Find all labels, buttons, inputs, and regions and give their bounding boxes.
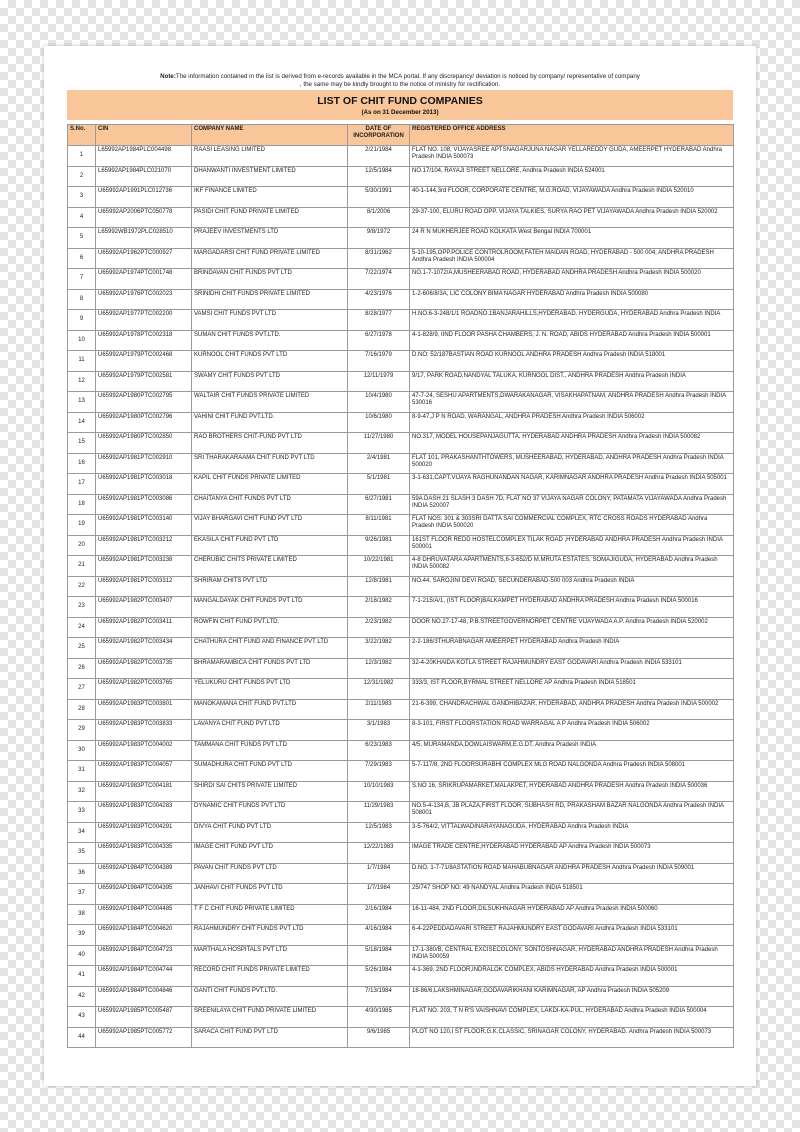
cell-cin: U65992AP1985PTC005772 (96, 1027, 192, 1048)
cell-date-of-incorporation: 4/23/1976 (348, 289, 410, 310)
cell-cin: U65992AP1962PTC000927 (96, 248, 192, 269)
table-row (68, 330, 734, 351)
cell-registered-office-address: 6-4-22PEDDADAVARI STREET RAJAHMUNDRY EAST GODAVARI Andhra Pradesh INDIA 533101 (410, 925, 734, 946)
cell-registered-office-address: 2-2-186/3THURABNAGAR AMEERPET HYDERABAD Andhra Pradesh INDIA (410, 638, 734, 659)
cell-date-of-incorporation: 10/6/1980 (348, 412, 410, 433)
cell-date-of-incorporation: 7/16/1979 (348, 351, 410, 372)
cell-sno: 39 (68, 925, 96, 946)
cell-registered-office-address: S.NO 16, SRIKRUPAMARKET,MALAKPET, HYDERABAD ANDHRA PRADESH Andhra Pradesh INDIA 500036 (410, 781, 734, 802)
cell-registered-office-address: 7-1-215/A/1, (IST FLOOR)BALKAMPET HYDERABAD ANDHRA PRADESH Andhra Pradesh INDIA 500016 (410, 597, 734, 618)
cell-sno: 9 (68, 310, 96, 331)
cell-company-name: KAPIL CHIT FUNDS PRIVATE LIMITED (192, 474, 348, 495)
cell-date-of-incorporation: 3/22/1982 (348, 638, 410, 659)
cell-cin: L65992WB1972PLC028510 (96, 228, 192, 249)
cell-date-of-incorporation: 12/5/1984 (348, 166, 410, 187)
cell-sno: 1 (68, 146, 96, 167)
cell-date-of-incorporation: 6/27/1978 (348, 330, 410, 351)
chit-fund-table (67, 124, 734, 1048)
table-row (68, 474, 734, 495)
cell-registered-office-address: 4/5, MURAMANDA,DOWLAISWARM,E.G.DT. Andhra Pradesh INDIA (410, 740, 734, 761)
cell-company-name: ROWFIN CHIT FUND PVT.LTD. (192, 617, 348, 638)
cell-cin: U65992AP1980PTC002850 (96, 433, 192, 454)
cell-company-name: PAVAN CHIT FUNDS PVT LTD (192, 863, 348, 884)
cell-company-name: PRAJEEV INVESTMENTS LTD (192, 228, 348, 249)
cell-cin: U65992AP1983PTC004002 (96, 740, 192, 761)
cell-registered-office-address: 29-37-100, ELURU ROAD OPP. VIJAYA TALKIES, SURYA RAO PET VIJAYAWADA Andhra Pradesh INDIA 520002 (410, 207, 734, 228)
cell-cin: U65992AP1981PTC003018 (96, 474, 192, 495)
cell-cin: L65992AP1984PLC004498 (96, 146, 192, 167)
cell-sno: 14 (68, 412, 96, 433)
cell-sno: 10 (68, 330, 96, 351)
table-row (68, 904, 734, 925)
cell-registered-office-address: 17-1-380/B, CENTRAL EXCISECOLONY, SONTOSHNAGAR, HYDERABAD ANDHRA PRADESH Andhra Pradesh INDIA 500059 (410, 945, 734, 966)
cell-sno: 37 (68, 884, 96, 905)
cell-company-name: SREENILAYA CHIT FUND PRIVATE LIMITED (192, 1007, 348, 1028)
cell-registered-office-address: PLOT NO 120,I ST FLOOR,G.K.CLASSIC, SRINAGAR COLONY, HYDERABAD. Andhra Pradesh INDIA 500073 (410, 1027, 734, 1048)
cell-company-name: SHIRDI SAI CHITS PRIVATE LIMITED (192, 781, 348, 802)
cell-company-name: SUMAN CHIT FUNDS PVT.LTD. (192, 330, 348, 351)
cell-date-of-incorporation: 10/22/1981 (348, 556, 410, 577)
cell-sno: 25 (68, 638, 96, 659)
table-row (68, 1007, 734, 1028)
cell-cin: U65992AP1981PTC002910 (96, 453, 192, 474)
cell-company-name: BHRAMARAMBICA CHIT FUNDS PVT LTD (192, 658, 348, 679)
cell-company-name: YELUKURU CHIT FUNDS PVT LTD (192, 679, 348, 700)
cell-cin: U65992AP1981PTC003212 (96, 535, 192, 556)
cell-date-of-incorporation: 4/30/1985 (348, 1007, 410, 1028)
cell-date-of-incorporation: 6/27/1981 (348, 494, 410, 515)
cell-sno: 42 (68, 986, 96, 1007)
cell-company-name: JANHAVI CHIT FUNDS PVT LTD (192, 884, 348, 905)
table-row (68, 556, 734, 577)
cell-registered-office-address: 18-86/6,LAKSHMINAGAR,GODAVARIKHANI KARIMNAGAR, AP Andhra Pradesh INDIA 505209 (410, 986, 734, 1007)
cell-sno: 6 (68, 248, 96, 269)
cell-date-of-incorporation: 12/11/1979 (348, 371, 410, 392)
cell-cin: U65992AP1991PLC012736 (96, 187, 192, 208)
cell-sno: 41 (68, 966, 96, 987)
cell-registered-office-address: 8-9-47,J P N ROAD, WARANGAL, ANDHRA PRADESH Andhra Pradesh INDIA 506002 (410, 412, 734, 433)
table-body (68, 146, 734, 1048)
table-row (68, 884, 734, 905)
cell-date-of-incorporation: 12/3/1982 (348, 658, 410, 679)
cell-date-of-incorporation: 2/4/1981 (348, 453, 410, 474)
cell-registered-office-address: 4-1-828/9, IIND FLOOR PASHA CHAMBERS, J. N. ROAD, ABIDS HYDERABAD Andhra Pradesh INDIA 500001 (410, 330, 734, 351)
table-row (68, 1027, 734, 1048)
cell-cin: U65992AP1984PTC004395 (96, 884, 192, 905)
cell-registered-office-address: 8-3-101, FIRST FLOORSTATION ROAD WARRAGAL A P Andhra Pradesh INDIA 506002 (410, 720, 734, 741)
cell-registered-office-address: 5-7-117/8, 2ND FLOORSURABHI COMPLEX MLG ROAD NALGONDA Andhra Pradesh INDIA 508001 (410, 761, 734, 782)
cell-sno: 44 (68, 1027, 96, 1048)
cell-date-of-incorporation: 8/28/1977 (348, 310, 410, 331)
cell-company-name: WALTAIR CHIT FUNDS PRIVATE LIMITED (192, 392, 348, 413)
cell-cin: U65992AP1983PTC004291 (96, 822, 192, 843)
cell-cin: U65992AP1985PTC005487 (96, 1007, 192, 1028)
cell-sno: 30 (68, 740, 96, 761)
cell-cin: U65992AP1983PTC004283 (96, 802, 192, 823)
cell-registered-office-address: NO.5-4-134,B, JB PLAZA,FIRST FLOOR, SUBHASH RD, PRAKASHAM BAZAR NALGONDA Andhra Pradesh INDIA 508001 (410, 802, 734, 823)
cell-sno: 31 (68, 761, 96, 782)
cell-sno: 26 (68, 658, 96, 679)
cell-date-of-incorporation: 2/23/1982 (348, 617, 410, 638)
table-row (68, 822, 734, 843)
cell-company-name: SRINIDHI CHIT FUNDS PRIVATE LIMITED (192, 289, 348, 310)
cell-registered-office-address: FLAT 101, PRAKASHANTHTOWERS, MUSHEERABAD, HYDERABAD, ANDHRA PRADESH Andhra Pradesh INDIA 500020 (410, 453, 734, 474)
table-row (68, 966, 734, 987)
cell-cin: U65992AP1984PTC004485 (96, 904, 192, 925)
cell-cin: U65992AP1984PTC004723 (96, 945, 192, 966)
cell-sno: 5 (68, 228, 96, 249)
cell-registered-office-address: FLAT NO. 108, VIJAYASREE APTSNAGARJUNA NAGAR YELLAREDDY GUDA, AMEERPET HYDERABAD Andhra Pradesh INDIA 500073 (410, 146, 734, 167)
table-row (68, 720, 734, 741)
cell-company-name: MANGALDAYAK CHIT FUNDS PVT LTD (192, 597, 348, 618)
cell-registered-office-address: D.NO. 1-7-71/8ASTATION ROAD MAHABUBNAGAR ANDHRA PRADESH Andhra Pradesh INDIA 509001 (410, 863, 734, 884)
table-row (68, 166, 734, 187)
cell-company-name: VIJAY BHARGAVI CHIT FUND PVT LTD (192, 515, 348, 536)
cell-date-of-incorporation: 12/22/1983 (348, 843, 410, 864)
cell-date-of-incorporation: 7/22/1974 (348, 269, 410, 290)
note-label: Note: (160, 73, 176, 80)
cell-sno: 13 (68, 392, 96, 413)
cell-registered-office-address: 1-2-606/8/3A, LIC COLONY BIMA NAGAR HYDERABAD Andhra Pradesh INDIA 500080 (410, 289, 734, 310)
table-row (68, 843, 734, 864)
cell-cin: U65992AP1979PTC002468 (96, 351, 192, 372)
cell-sno: 21 (68, 556, 96, 577)
cell-sno: 35 (68, 843, 96, 864)
table-row (68, 740, 734, 761)
cell-company-name: DIVYA CHIT FUND PVT LTD (192, 822, 348, 843)
cell-date-of-incorporation: 10/4/1980 (348, 392, 410, 413)
table-row (68, 781, 734, 802)
cell-company-name: DYNAMIC CHIT FUNDS PVT LTD (192, 802, 348, 823)
table-row (68, 638, 734, 659)
table-row (68, 925, 734, 946)
cell-company-name: VAMSI CHIT FUNDS PVT LTD (192, 310, 348, 331)
cell-company-name: DHANWANTI INVESTMENT LIMITED (192, 166, 348, 187)
cell-company-name: SARACA CHIT FUND PVT LTD (192, 1027, 348, 1048)
cell-registered-office-address: 9/17, PARK ROAD,NANDYAL TALUKA, KURNOOL DIST., ANDHRA PRADESH Andhra Pradesh INDIA (410, 371, 734, 392)
cell-date-of-incorporation: 2/11/1983 (348, 699, 410, 720)
table-row (68, 248, 734, 269)
cell-cin: U65992AP1977PTC002200 (96, 310, 192, 331)
cell-registered-office-address: H.NO.6-3-248/1/1 ROADNO.1BANJARAHILLS,HYDERABAD. HYDERGUDA, HYDERABAD Andhra Pradesh INDIA (410, 310, 734, 331)
cell-company-name: CHAITANYA CHIT FUNDS PVT LTD (192, 494, 348, 515)
cell-registered-office-address: D.NO: 52/187BASTIAN ROAD KURNOOL ANDHRA PRADESH Andhra Pradesh INDIA 518001 (410, 351, 734, 372)
cell-date-of-incorporation: 2/18/1982 (348, 597, 410, 618)
cell-cin: U65992AP1982PTC003411 (96, 617, 192, 638)
cell-company-name: SHRIRAM CHITS PVT LTD (192, 576, 348, 597)
table-row (68, 535, 734, 556)
note-line-2: , the same may be kindly brought to the notice of ministry for rectification. (299, 81, 501, 88)
table-row (68, 986, 734, 1007)
cell-registered-office-address: 3-1-631,CAPT.VIJAYA RAGHUNANDAN NAGAR, KARIMNAGAR ANDHRA PRADESH Andhra Pradesh INDIA 505001 (410, 474, 734, 495)
cell-registered-office-address: NO.17/104, RAYAJI STREET NELLORE, Andhra Pradesh INDIA 524001 (410, 166, 734, 187)
cell-registered-office-address: NO.44, SAROJINI DEVI ROAD, SECUNDERABAD-500 003 Andhra Pradesh INDIA (410, 576, 734, 597)
cell-registered-office-address: 5-10-195,OPP.POLICE CONTROLROOM,FATEH MAIDAN ROAD, HYDERABAD - 500 004, ANDHRA PRADESH Andhra Pradesh INDIA 500004 (410, 248, 734, 269)
cell-sno: 34 (68, 822, 96, 843)
cell-sno: 11 (68, 351, 96, 372)
cell-cin: U65992AP1983PTC003801 (96, 699, 192, 720)
cell-cin: U65992AP1982PTC003765 (96, 679, 192, 700)
table-row (68, 371, 734, 392)
cell-cin: U65992AP1983PTC004335 (96, 843, 192, 864)
cell-sno: 24 (68, 617, 96, 638)
table-row (68, 392, 734, 413)
cell-sno: 3 (68, 187, 96, 208)
cell-date-of-incorporation: 8/1/2006 (348, 207, 410, 228)
cell-sno: 27 (68, 679, 96, 700)
cell-company-name: RAASI LEASING LIMITED (192, 146, 348, 167)
cell-date-of-incorporation: 8/31/1962 (348, 248, 410, 269)
cell-registered-office-address: 3-5-764/2, VITTALWADINARAYANAGUDA, HYDERABAD Andhra Pradesh INDIA (410, 822, 734, 843)
cell-sno: 28 (68, 699, 96, 720)
cell-registered-office-address: DOOR NO.27-17-48, P.B.STREETGOVERNORPET CENTRE VIJAYWADA A.P. Andhra Pradesh INDIA 520002 (410, 617, 734, 638)
table-row (68, 863, 734, 884)
table-row (68, 576, 734, 597)
cell-registered-office-address: 25/747 SHOP NO: 49 NANDYAL Andhra Pradesh INDIA 518501 (410, 884, 734, 905)
cell-date-of-incorporation: 5/1/1981 (348, 474, 410, 495)
header-registered-office-address: REGISTERED OFFICE ADDRESS (410, 125, 734, 146)
cell-cin: U65992AP2006PTC050778 (96, 207, 192, 228)
cell-sno: 29 (68, 720, 96, 741)
cell-date-of-incorporation: 4/16/1984 (348, 925, 410, 946)
cell-cin: U65992AP1974PTC001748 (96, 269, 192, 290)
table-row (68, 617, 734, 638)
cell-company-name: T F C CHIT FUND PRIVATE LIMITED (192, 904, 348, 925)
cell-registered-office-address: 24 R N MUKHERJEE ROAD KOLKATA West Bengal INDIA 700001 (410, 228, 734, 249)
table-row (68, 228, 734, 249)
cell-registered-office-address: 333/3, IST FLOOR,BYRMAL STREET NELLORE AP Andhra Pradesh INDIA 518501 (410, 679, 734, 700)
table-row (68, 269, 734, 290)
cell-company-name: RAO BROTHERS CHIT-FUND PVT LTD (192, 433, 348, 454)
cell-company-name: SWAMY CHIT FUNDS PVT LTD (192, 371, 348, 392)
cell-sno: 18 (68, 494, 96, 515)
disclaimer-note (80, 73, 720, 89)
cell-sno: 23 (68, 597, 96, 618)
cell-registered-office-address: 32-4-20KHAIDA KOTLA STREET RAJAHMUNDRY EAST GODAVARI Andhra Pradesh INDIA 533101 (410, 658, 734, 679)
cell-company-name: LAVANYA CHIT FUND PVT LTD (192, 720, 348, 741)
table-row (68, 453, 734, 474)
cell-date-of-incorporation: 1/7/1984 (348, 884, 410, 905)
cell-company-name: GANTI CHIT FUNDS PVT.LTD. (192, 986, 348, 1007)
document-title: LIST OF CHIT FUND COMPANIES (317, 95, 483, 107)
cell-cin: U65992AP1981PTC003140 (96, 515, 192, 536)
cell-cin: U65992AP1980PTC002796 (96, 412, 192, 433)
cell-sno: 32 (68, 781, 96, 802)
cell-date-of-incorporation: 11/29/1983 (348, 802, 410, 823)
cell-sno: 20 (68, 535, 96, 556)
cell-sno: 17 (68, 474, 96, 495)
cell-date-of-incorporation: 11/27/1980 (348, 433, 410, 454)
cell-cin: U65992AP1981PTC003086 (96, 494, 192, 515)
cell-date-of-incorporation: 1/7/1984 (348, 863, 410, 884)
table-row (68, 658, 734, 679)
cell-date-of-incorporation: 5/26/1984 (348, 966, 410, 987)
cell-cin: U65992AP1976PTC002023 (96, 289, 192, 310)
table-row (68, 515, 734, 536)
cell-cin: U65992AP1982PTC003407 (96, 597, 192, 618)
header-date-of-incorporation: DATE OF INCORPORATION (348, 125, 410, 146)
cell-cin: U65992AP1983PTC003833 (96, 720, 192, 741)
cell-cin: U65992AP1981PTC003312 (96, 576, 192, 597)
cell-date-of-incorporation: 6/23/1983 (348, 740, 410, 761)
table-row (68, 945, 734, 966)
cell-sno: 2 (68, 166, 96, 187)
table-row (68, 679, 734, 700)
cell-date-of-incorporation: 7/13/1984 (348, 986, 410, 1007)
table-row (68, 699, 734, 720)
cell-registered-office-address: 59A DASH 21 SLASH 3 DASH 7D, FLAT NO 37 VIJAYA NAGAR COLONY, PATAMATA VIJAYAWADA Andhra Pradesh INDIA 520007 (410, 494, 734, 515)
cell-registered-office-address: 161ST FLOOR REDD HOSTELCOMPLEX TILAK ROAD ,HYDERABAD ANDHRA PRADESH Andhra Pradesh INDIA 500001 (410, 535, 734, 556)
table-row (68, 146, 734, 167)
cell-company-name: EKASILA CHIT FUND PVT LTD (192, 535, 348, 556)
document-subtitle: (As on 31 December 2013) (361, 109, 439, 116)
cell-date-of-incorporation: 9/6/1985 (348, 1027, 410, 1048)
note-line-1: The information contained in the list is derived from e-records available in the MCA portal. If any discrepancy/ deviation is noticed by company/ representative of company (175, 73, 640, 80)
table-row (68, 187, 734, 208)
cell-registered-office-address: NO.317, MODEL HOUSEPANJAGUTTA, HYDERABAD ANDHRA PRADESH Andhra Pradesh INDIA 500082 (410, 433, 734, 454)
table-row (68, 310, 734, 331)
cell-date-of-incorporation: 7/29/1983 (348, 761, 410, 782)
cell-cin: U65992AP1984PTC004389 (96, 863, 192, 884)
cell-company-name: IKF FINANCE LIMITED (192, 187, 348, 208)
cell-sno: 19 (68, 515, 96, 536)
cell-cin: U65992AP1984PTC004744 (96, 966, 192, 987)
cell-cin: U65992AP1978PTC002318 (96, 330, 192, 351)
cell-company-name: MANOKAMANA CHIT FUND PVT.LTD (192, 699, 348, 720)
table-header-row (68, 125, 734, 146)
cell-registered-office-address: 4-8 DHRUVATARA APARTMENTS,6-3-652/D M.MRUTA ESTATES, SOMAJIGUDA, HYDERABAD Andhra Pradesh INDIA 500082 (410, 556, 734, 577)
cell-sno: 4 (68, 207, 96, 228)
cell-date-of-incorporation: 12/31/1982 (348, 679, 410, 700)
table-row (68, 207, 734, 228)
cell-company-name: MARGADARSI CHIT FUND PRIVATE LIMITED (192, 248, 348, 269)
cell-sno: 36 (68, 863, 96, 884)
cell-sno: 16 (68, 453, 96, 474)
cell-company-name: BRINDAVAN CHIT FUNDS PVT LTD (192, 269, 348, 290)
cell-company-name: KURNOOL CHIT FUNDS PVT LTD (192, 351, 348, 372)
cell-date-of-incorporation: 9/26/1981 (348, 535, 410, 556)
cell-company-name: VAHINI CHIT FUND PVT.LTD. (192, 412, 348, 433)
cell-cin: U65992AP1984PTC004620 (96, 925, 192, 946)
table-row (68, 597, 734, 618)
table-row (68, 412, 734, 433)
cell-date-of-incorporation: 5/30/1991 (348, 187, 410, 208)
cell-sno: 12 (68, 371, 96, 392)
cell-sno: 43 (68, 1007, 96, 1028)
cell-company-name: PASIDI CHIT FUND PRIVATE LIMITED (192, 207, 348, 228)
cell-date-of-incorporation: 3/1/1983 (348, 720, 410, 741)
cell-date-of-incorporation: 8/11/1981 (348, 515, 410, 536)
cell-date-of-incorporation: 9/8/1972 (348, 228, 410, 249)
cell-company-name: TAMMANA CHIT FUNDS PVT LTD (192, 740, 348, 761)
table-row (68, 433, 734, 454)
cell-sno: 15 (68, 433, 96, 454)
header-sno: S.No. (68, 125, 96, 146)
cell-company-name: RAJAHMUNDRY CHIT FUNDS PVT LTD (192, 925, 348, 946)
cell-date-of-incorporation: 12/8/1981 (348, 576, 410, 597)
cell-registered-office-address: IMAGE TRADE CENTRE,HYDERABAD HYDERABAD AP Andhra Pradesh INDIA 500073 (410, 843, 734, 864)
cell-cin: L65992AP1984PLC021070 (96, 166, 192, 187)
header-company-name: COMPANY NAME (192, 125, 348, 146)
cell-sno: 33 (68, 802, 96, 823)
cell-registered-office-address: 47-7-24, SESHU APARTMENTS,DWARAKANAGAR, VISAKHAPATNAM, ANDHRA PRADESH Andhra Pradesh INDIA 530016 (410, 392, 734, 413)
cell-registered-office-address: 4-1-369, 2ND FLOOR,INDRALOK COMPLEX, ABIDS HYDERABAD Andhra Pradesh INDIA 500001 (410, 966, 734, 987)
table-row (68, 761, 734, 782)
table-row (68, 351, 734, 372)
table-row (68, 289, 734, 310)
cell-company-name: CHATHURA CHIT FUND AND FINANCE PVT LTD (192, 638, 348, 659)
cell-sno: 22 (68, 576, 96, 597)
cell-cin: U65992AP1983PTC004057 (96, 761, 192, 782)
cell-sno: 7 (68, 269, 96, 290)
cell-registered-office-address: 16-11-484, 2ND FLOOR,DILSUKHNAGAR HYDERABAD AP Andhra Pradesh INDIA 500060 (410, 904, 734, 925)
cell-company-name: SRI THARAKARAAMA CHIT FUND PVT LTD (192, 453, 348, 474)
cell-date-of-incorporation: 5/18/1984 (348, 945, 410, 966)
cell-cin: U65992AP1982PTC003735 (96, 658, 192, 679)
cell-company-name: SUMADHURA CHIT FUND PVT LTD (192, 761, 348, 782)
cell-cin: U65992AP1979PTC002581 (96, 371, 192, 392)
cell-sno: 40 (68, 945, 96, 966)
table-row (68, 802, 734, 823)
cell-cin: U65992AP1981PTC003238 (96, 556, 192, 577)
cell-date-of-incorporation: 10/10/1983 (348, 781, 410, 802)
cell-sno: 8 (68, 289, 96, 310)
cell-cin: U65992AP1982PTC003434 (96, 638, 192, 659)
cell-company-name: CHERUBIC CHITS PRIVATE LIMITED (192, 556, 348, 577)
cell-registered-office-address: NO.1-7-1072/A,MUSHEERABAD ROAD, HYDERABAD ANDHRA PRADESH Andhra Pradesh INDIA 500020 (410, 269, 734, 290)
cell-cin: U65992AP1980PTC002795 (96, 392, 192, 413)
cell-date-of-incorporation: 12/5/1983 (348, 822, 410, 843)
cell-company-name: RECORD CHIT FUNDS PRIVATE LIMITED (192, 966, 348, 987)
header-cin: CIN (96, 125, 192, 146)
cell-company-name: IMAGE CHIT FUND PVT LTD (192, 843, 348, 864)
cell-date-of-incorporation: 2/16/1984 (348, 904, 410, 925)
cell-company-name: MARTHALA HOSPITALS PVT LTD (192, 945, 348, 966)
cell-cin: U65992AP1984PTC004846 (96, 986, 192, 1007)
cell-registered-office-address: 40-1-144,3rd FLOOR, CORPORATE CENTRE, M.G.ROAD, VIJAYAWADA Andhra Pradesh INDIA 520010 (410, 187, 734, 208)
cell-registered-office-address: FLAT NO. 203, T N R'S VAISHNAVI COMPLEX, LAKDI-KA-PUL, HYDERABAD Andhra Pradesh INDIA 500004 (410, 1007, 734, 1028)
cell-sno: 38 (68, 904, 96, 925)
table-row (68, 494, 734, 515)
cell-cin: U65992AP1983PTC004181 (96, 781, 192, 802)
cell-registered-office-address: FLAT NOS: 301 & 303SRI DATTA SAI COMMERCIAL COMPLEX, RTC CROSS ROADS HYDERABAD Andhra Pradesh INDIA 500020 (410, 515, 734, 536)
cell-date-of-incorporation: 2/21/1984 (348, 146, 410, 167)
cell-registered-office-address: 21-6-399, CHANDRACHWAL GANDHIBAZAR, HYDERABAD, ANDHRA PRADESH Andhra Pradesh INDIA 500002 (410, 699, 734, 720)
